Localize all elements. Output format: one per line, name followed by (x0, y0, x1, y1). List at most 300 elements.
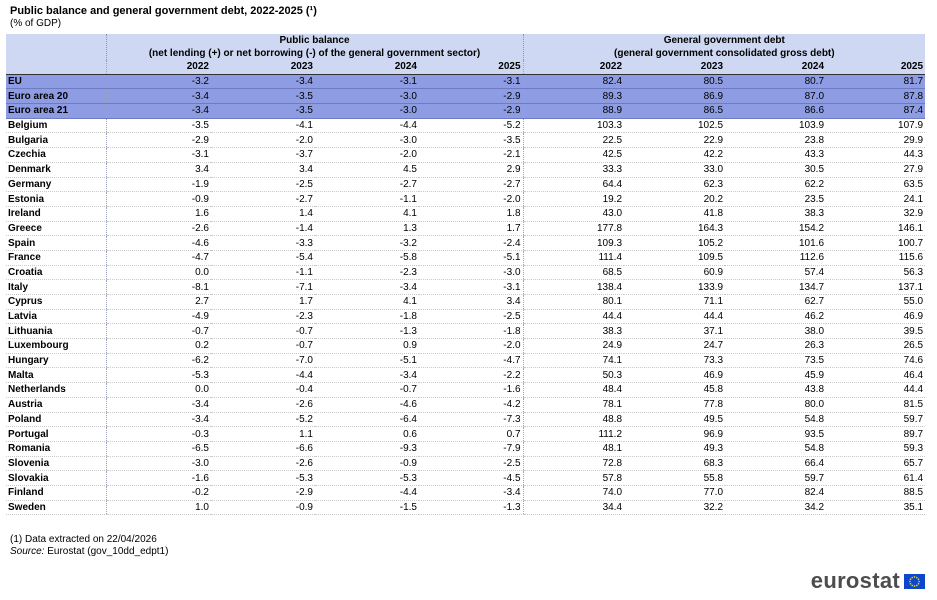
flag-star (916, 584, 918, 586)
debt-value-cell: 107.9 (826, 118, 925, 133)
row-label: Malta (6, 368, 106, 383)
aggregate-row (6, 74, 925, 89)
debt-value-cell: 68.5 (523, 265, 624, 280)
gov-debt-header (523, 34, 925, 60)
debt-value-cell: 33.0 (624, 162, 725, 177)
debt-value-cell: 80.0 (725, 397, 826, 412)
balance-value-cell: -3.4 (315, 368, 419, 383)
balance-value-cell: -1.1 (211, 265, 315, 280)
debt-value-cell: 62.7 (725, 295, 826, 310)
balance-value-cell: 0.0 (106, 265, 211, 280)
debt-value-cell: 62.3 (624, 177, 725, 192)
row-label: Spain (6, 236, 106, 251)
balance-value-cell: -2.9 (106, 133, 211, 148)
row-label: Croatia (6, 265, 106, 280)
debt-value-cell: 55.0 (826, 295, 925, 310)
balance-value-cell: -4.1 (211, 118, 315, 133)
country-row (6, 221, 925, 236)
debt-value-cell: 42.2 (624, 148, 725, 163)
debt-value-cell: 66.4 (725, 456, 826, 471)
balance-value-cell: -2.5 (419, 309, 523, 324)
balance-value-cell: -1.6 (419, 383, 523, 398)
debt-value-cell: 54.8 (725, 412, 826, 427)
row-label: Czechia (6, 148, 106, 163)
balance-value-cell: -3.4 (419, 485, 523, 500)
debt-value-cell: 44.4 (624, 309, 725, 324)
balance-value-cell: -5.3 (315, 471, 419, 486)
balance-value-cell: -3.5 (106, 118, 211, 133)
country-row (6, 295, 925, 310)
debt-value-cell: 96.9 (624, 427, 725, 442)
balance-value-cell: 4.5 (315, 162, 419, 177)
debt-value-cell: 22.5 (523, 133, 624, 148)
balance-value-cell: -5.2 (419, 118, 523, 133)
debt-value-cell: 109.3 (523, 236, 624, 251)
country-row (6, 500, 925, 515)
row-label: Sweden (6, 500, 106, 515)
balance-value-cell: -7.9 (419, 441, 523, 456)
debt-value-cell: 137.1 (826, 280, 925, 295)
public-balance-title: Public balance (279, 35, 350, 46)
balance-value-cell: -2.7 (315, 177, 419, 192)
balance-value-cell: -6.4 (315, 412, 419, 427)
debt-value-cell: 80.5 (624, 74, 725, 89)
balance-value-cell: 0.9 (315, 339, 419, 354)
balance-value-cell: -4.7 (419, 353, 523, 368)
country-row (6, 236, 925, 251)
debt-value-cell: 71.1 (624, 295, 725, 310)
debt-value-cell: 80.7 (725, 74, 826, 89)
balance-value-cell: -4.2 (419, 397, 523, 412)
row-label: Portugal (6, 427, 106, 442)
balance-value-cell: -3.0 (315, 133, 419, 148)
balance-value-cell: 4.1 (315, 206, 419, 221)
debt-value-cell: 103.9 (725, 118, 826, 133)
debt-value-cell: 78.1 (523, 397, 624, 412)
balance-value-cell: -1.8 (315, 309, 419, 324)
debt-value-cell: 100.7 (826, 236, 925, 251)
balance-value-cell: -1.3 (315, 324, 419, 339)
balance-value-cell: -4.9 (106, 309, 211, 324)
debt-value-cell: 46.9 (826, 309, 925, 324)
country-row (6, 162, 925, 177)
flag-star (911, 584, 913, 586)
debt-value-cell: 111.2 (523, 427, 624, 442)
balance-value-cell: -3.2 (106, 74, 211, 89)
row-label: Slovakia (6, 471, 106, 486)
debt-value-cell: 46.4 (826, 368, 925, 383)
flag-star (918, 580, 920, 582)
row-label: Poland (6, 412, 106, 427)
debt-value-cell: 63.5 (826, 177, 925, 192)
row-label: Germany (6, 177, 106, 192)
balance-value-cell: -2.7 (419, 177, 523, 192)
debt-value-cell: 32.9 (826, 206, 925, 221)
balance-value-cell: 4.1 (315, 295, 419, 310)
debt-value-cell: 146.1 (826, 221, 925, 236)
debt-value-cell: 37.1 (624, 324, 725, 339)
debt-value-cell: 23.5 (725, 192, 826, 207)
row-label: Cyprus (6, 295, 106, 310)
row-label: Greece (6, 221, 106, 236)
debt-value-cell: 39.5 (826, 324, 925, 339)
country-row (6, 250, 925, 265)
balance-value-cell: -0.7 (315, 383, 419, 398)
country-row (6, 471, 925, 486)
debt-value-cell: 73.3 (624, 353, 725, 368)
debt-value-cell: 164.3 (624, 221, 725, 236)
flag-star (918, 578, 920, 580)
public-balance-subtitle: (net lending (+) or net borrowing (-) of the general government sector) (148, 48, 481, 59)
balance-value-cell: -0.9 (315, 456, 419, 471)
flag-star (916, 576, 918, 578)
debt-value-cell: 61.4 (826, 471, 925, 486)
debt-value-cell: 74.6 (826, 353, 925, 368)
debt-value-cell: 44.4 (826, 383, 925, 398)
flag-star (914, 585, 916, 587)
balance-value-cell: -2.2 (419, 368, 523, 383)
country-row (6, 339, 925, 354)
data-table (6, 34, 925, 515)
balance-value-cell: -0.3 (106, 427, 211, 442)
debt-value-cell: 45.9 (725, 368, 826, 383)
balance-value-cell: 3.4 (419, 295, 523, 310)
country-row (6, 309, 925, 324)
balance-value-cell: -5.2 (211, 412, 315, 427)
flag-star (910, 578, 912, 580)
balance-value-cell: -6.2 (106, 353, 211, 368)
country-row (6, 118, 925, 133)
debt-value-cell: 82.4 (523, 74, 624, 89)
balance-value-cell: -4.5 (419, 471, 523, 486)
balance-value-cell: -4.7 (106, 250, 211, 265)
balance-value-cell: -1.9 (106, 177, 211, 192)
balance-value-cell: -7.1 (211, 280, 315, 295)
debt-value-cell: 89.3 (523, 89, 624, 104)
balance-value-cell: 2.9 (419, 162, 523, 177)
year-header-row (6, 60, 925, 74)
table-title: Public balance and general government debt, 2022-2025 (¹) (10, 5, 317, 17)
balance-value-cell: -3.0 (106, 456, 211, 471)
balance-value-cell: -3.3 (211, 236, 315, 251)
debt-value-cell: 43.0 (523, 206, 624, 221)
balance-value-cell: 0.2 (106, 339, 211, 354)
balance-value-cell: -3.7 (211, 148, 315, 163)
debt-value-cell: 88.5 (826, 485, 925, 500)
balance-value-cell: -4.6 (315, 397, 419, 412)
row-label: Estonia (6, 192, 106, 207)
country-row (6, 368, 925, 383)
debt-value-cell: 43.3 (725, 148, 826, 163)
debt-value-cell: 45.8 (624, 383, 725, 398)
balance-value-cell: -3.4 (106, 104, 211, 119)
balance-value-cell: -5.1 (315, 353, 419, 368)
debt-value-cell: 57.4 (725, 265, 826, 280)
flag-star (909, 580, 911, 582)
year-header: 2024 (725, 60, 826, 74)
country-row (6, 148, 925, 163)
debt-value-cell: 59.3 (826, 441, 925, 456)
balance-value-cell: 1.6 (106, 206, 211, 221)
balance-value-cell: 0.7 (419, 427, 523, 442)
debt-value-cell: 38.3 (523, 324, 624, 339)
debt-value-cell: 101.6 (725, 236, 826, 251)
row-label: France (6, 250, 106, 265)
group-header-row (6, 34, 925, 60)
debt-value-cell: 29.9 (826, 133, 925, 148)
debt-value-cell: 74.0 (523, 485, 624, 500)
debt-value-cell: 77.0 (624, 485, 725, 500)
balance-value-cell: -2.9 (419, 89, 523, 104)
balance-value-cell: -2.5 (211, 177, 315, 192)
balance-value-cell: -3.1 (419, 74, 523, 89)
debt-value-cell: 115.6 (826, 250, 925, 265)
row-label: Austria (6, 397, 106, 412)
balance-value-cell: -0.7 (211, 339, 315, 354)
balance-value-cell: -1.5 (315, 500, 419, 515)
debt-value-cell: 34.4 (523, 500, 624, 515)
balance-value-cell: -2.9 (211, 485, 315, 500)
balance-value-cell: -5.3 (211, 471, 315, 486)
debt-value-cell: 38.0 (725, 324, 826, 339)
debt-value-cell: 33.3 (523, 162, 624, 177)
debt-value-cell: 54.8 (725, 441, 826, 456)
debt-value-cell: 133.9 (624, 280, 725, 295)
year-header: 2023 (211, 60, 315, 74)
country-row (6, 265, 925, 280)
eu-flag-icon (904, 574, 925, 589)
debt-value-cell: 30.5 (725, 162, 826, 177)
debt-value-cell: 46.2 (725, 309, 826, 324)
debt-value-cell: 81.7 (826, 74, 925, 89)
row-label: Italy (6, 280, 106, 295)
debt-value-cell: 102.5 (624, 118, 725, 133)
balance-value-cell: -2.0 (315, 148, 419, 163)
balance-value-cell: -2.6 (211, 397, 315, 412)
country-row (6, 353, 925, 368)
balance-value-cell: -1.4 (211, 221, 315, 236)
debt-value-cell: 59.7 (826, 412, 925, 427)
balance-value-cell: -3.2 (315, 236, 419, 251)
balance-value-cell: 2.7 (106, 295, 211, 310)
source-note (10, 546, 168, 557)
balance-value-cell: 1.1 (211, 427, 315, 442)
balance-value-cell: -3.1 (106, 148, 211, 163)
debt-value-cell: 87.8 (826, 89, 925, 104)
row-label: Finland (6, 485, 106, 500)
debt-value-cell: 49.3 (624, 441, 725, 456)
flag-star (914, 576, 916, 578)
balance-value-cell: -3.5 (419, 133, 523, 148)
balance-value-cell: -3.0 (315, 89, 419, 104)
debt-value-cell: 27.9 (826, 162, 925, 177)
balance-value-cell: -2.6 (211, 456, 315, 471)
aggregate-row (6, 104, 925, 119)
debt-value-cell: 56.3 (826, 265, 925, 280)
balance-value-cell: -2.4 (419, 236, 523, 251)
debt-value-cell: 49.5 (624, 412, 725, 427)
debt-value-cell: 43.8 (725, 383, 826, 398)
debt-value-cell: 22.9 (624, 133, 725, 148)
year-header: 2025 (826, 60, 925, 74)
row-label: Euro area 21 (6, 104, 106, 119)
debt-value-cell: 112.6 (725, 250, 826, 265)
debt-value-cell: 64.4 (523, 177, 624, 192)
balance-value-cell: -2.0 (211, 133, 315, 148)
country-row (6, 456, 925, 471)
debt-value-cell: 60.9 (624, 265, 725, 280)
table-subtitle: (% of GDP) (10, 18, 62, 29)
row-label: Bulgaria (6, 133, 106, 148)
debt-value-cell: 154.2 (725, 221, 826, 236)
balance-value-cell: -2.0 (419, 339, 523, 354)
country-row (6, 324, 925, 339)
debt-value-cell: 48.4 (523, 383, 624, 398)
country-row (6, 133, 925, 148)
balance-value-cell: -4.4 (315, 485, 419, 500)
row-label: Romania (6, 441, 106, 456)
debt-value-cell: 111.4 (523, 250, 624, 265)
balance-value-cell: 0.6 (315, 427, 419, 442)
balance-value-cell: -2.3 (315, 265, 419, 280)
debt-value-cell: 74.1 (523, 353, 624, 368)
debt-value-cell: 87.4 (826, 104, 925, 119)
balance-value-cell: -2.6 (106, 221, 211, 236)
debt-value-cell: 46.9 (624, 368, 725, 383)
balance-value-cell: -0.2 (106, 485, 211, 500)
row-label: Ireland (6, 206, 106, 221)
year-header: 2024 (315, 60, 419, 74)
debt-value-cell: 38.3 (725, 206, 826, 221)
debt-value-cell: 86.5 (624, 104, 725, 119)
aggregate-row (6, 89, 925, 104)
debt-value-cell: 81.5 (826, 397, 925, 412)
balance-value-cell: -3.4 (211, 74, 315, 89)
debt-value-cell: 55.8 (624, 471, 725, 486)
balance-value-cell: -3.4 (315, 280, 419, 295)
balance-value-cell: -2.9 (419, 104, 523, 119)
row-label: Lithuania (6, 324, 106, 339)
balance-value-cell: -0.4 (211, 383, 315, 398)
debt-value-cell: 93.5 (725, 427, 826, 442)
source-text: Eurostat (gov_10dd_edpt1) (47, 546, 169, 557)
debt-value-cell: 65.7 (826, 456, 925, 471)
debt-value-cell: 24.9 (523, 339, 624, 354)
country-row (6, 485, 925, 500)
balance-value-cell: -1.8 (419, 324, 523, 339)
row-label: Euro area 20 (6, 89, 106, 104)
balance-value-cell: 1.4 (211, 206, 315, 221)
country-row (6, 383, 925, 398)
balance-value-cell: -3.1 (315, 74, 419, 89)
debt-value-cell: 177.8 (523, 221, 624, 236)
debt-value-cell: 26.5 (826, 339, 925, 354)
balance-value-cell: -0.7 (106, 324, 211, 339)
source-label: Source: (10, 546, 45, 557)
country-row (6, 192, 925, 207)
country-row (6, 397, 925, 412)
debt-value-cell: 138.4 (523, 280, 624, 295)
debt-value-cell: 59.7 (725, 471, 826, 486)
row-label: Latvia (6, 309, 106, 324)
balance-value-cell: -9.3 (315, 441, 419, 456)
balance-value-cell: -6.5 (106, 441, 211, 456)
balance-value-cell: -4.6 (106, 236, 211, 251)
year-header: 2022 (106, 60, 211, 74)
debt-value-cell: 48.1 (523, 441, 624, 456)
debt-value-cell: 34.2 (725, 500, 826, 515)
debt-value-cell: 80.1 (523, 295, 624, 310)
debt-value-cell: 57.8 (523, 471, 624, 486)
year-header: 2022 (523, 60, 624, 74)
balance-value-cell: -5.4 (211, 250, 315, 265)
balance-value-cell: -3.1 (419, 280, 523, 295)
balance-value-cell: -0.7 (211, 324, 315, 339)
debt-value-cell: 24.7 (624, 339, 725, 354)
debt-value-cell: 26.3 (725, 339, 826, 354)
debt-value-cell: 50.3 (523, 368, 624, 383)
balance-value-cell: -5.1 (419, 250, 523, 265)
year-header: 2025 (419, 60, 523, 74)
balance-value-cell: -1.6 (106, 471, 211, 486)
row-label: Belgium (6, 118, 106, 133)
footnote: (1) Data extracted on 22/04/2026 (10, 534, 157, 545)
country-row (6, 412, 925, 427)
debt-value-cell: 35.1 (826, 500, 925, 515)
country-row (6, 177, 925, 192)
gov-debt-title: General government debt (663, 35, 785, 46)
balance-value-cell: -2.1 (419, 148, 523, 163)
flag-star (911, 576, 913, 578)
debt-value-cell: 87.0 (725, 89, 826, 104)
country-row (6, 427, 925, 442)
balance-value-cell: -3.5 (211, 104, 315, 119)
year-header: 2023 (624, 60, 725, 74)
eurostat-logo (811, 568, 925, 594)
balance-value-cell: 1.8 (419, 206, 523, 221)
debt-value-cell: 23.8 (725, 133, 826, 148)
year-header-blank (6, 60, 106, 74)
row-label: Luxembourg (6, 339, 106, 354)
balance-value-cell: -3.4 (106, 397, 211, 412)
country-row (6, 280, 925, 295)
debt-value-cell: 86.6 (725, 104, 826, 119)
debt-value-cell: 86.9 (624, 89, 725, 104)
balance-value-cell: 3.4 (106, 162, 211, 177)
balance-value-cell: 1.0 (106, 500, 211, 515)
flag-star (910, 583, 912, 585)
debt-value-cell: 109.5 (624, 250, 725, 265)
balance-value-cell: -3.0 (315, 104, 419, 119)
debt-value-cell: 44.4 (523, 309, 624, 324)
balance-value-cell: -3.0 (419, 265, 523, 280)
balance-value-cell: -0.9 (106, 192, 211, 207)
row-label: EU (6, 74, 106, 89)
balance-value-cell: -2.7 (211, 192, 315, 207)
balance-value-cell: 1.7 (211, 295, 315, 310)
corner-cell (6, 34, 106, 60)
balance-value-cell: -7.3 (419, 412, 523, 427)
debt-value-cell: 82.4 (725, 485, 826, 500)
debt-value-cell: 105.2 (624, 236, 725, 251)
balance-value-cell: -5.3 (106, 368, 211, 383)
row-label: Hungary (6, 353, 106, 368)
debt-value-cell: 103.3 (523, 118, 624, 133)
balance-value-cell: 1.3 (315, 221, 419, 236)
debt-value-cell: 20.2 (624, 192, 725, 207)
row-label: Netherlands (6, 383, 106, 398)
balance-value-cell: -3.4 (106, 412, 211, 427)
